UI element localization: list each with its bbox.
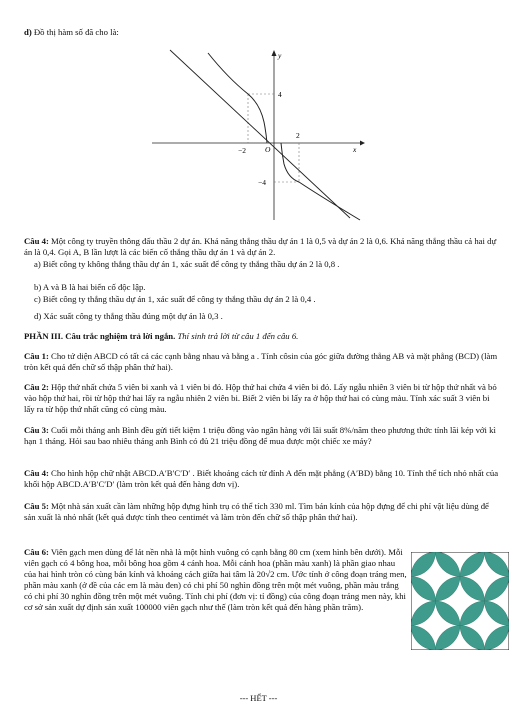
c3 (24, 425, 501, 447)
c5 (24, 501, 501, 523)
x-tick-2: 2 (296, 131, 300, 140)
function-graph (150, 48, 370, 223)
c2-label: Câu 2: (24, 382, 49, 392)
x-tick-neg2: −2 (238, 146, 246, 155)
c5-label: Câu 5: (24, 501, 49, 511)
c6-label: Câu 6: (24, 547, 49, 557)
c4-label: Câu 4: (24, 468, 49, 478)
c1-label: Câu 1: (24, 351, 49, 361)
c6 (24, 547, 407, 613)
q4-stem (24, 236, 501, 258)
q3d-label: d) (24, 27, 32, 37)
part3-heading (24, 331, 501, 342)
c2 (24, 382, 501, 415)
c2-text: Hộp thứ nhất chứa 5 viên bi xanh và 1 viên bi đỏ. Hộp thứ hai chứa 4 viên bi đỏ. Lấy ngẫu nhiên 3 viên bi từ hộp thứ nhất và bỏ vào hộp thứ hai, rồi từ hộp thứ hai lấy ra ngẫu nhiên 2 viên bi. Biết 2 viên bi lấy ra ở hộp thứ hai có cùng màu. Tính xác suất 3 viên bi lấy ra từ hộp thứ nhất cũng có cùng màu. (24, 382, 497, 414)
c6-text: Viên gạch men dùng để lát nền nhà là một hình vuông có cạnh bằng 80 cm (xem hình bên dưới). Mỗi viên gạch có 4 bông hoa, mỗi bông hoa gồm 4 cánh hoa. Mỗi cánh hoa (phần màu xanh) là phần giao nhau của hai hình tròn có cùng bán kính và khoảng cách giữa hai tâm là 20√2 cm. Ước tính ở công đoạn tráng men, phần màu xanh (ở đề của các em là màu đen) có chi phí 50 nghìn đồng trên một mét vuông, phần màu trắng có chi phí 30 nghìn đồng trên một mét vuông. Tính chi phí (đơn vị: tỉ đồng) của công đoạn tráng men này, khi cơ sở sản xuất dự định sản xuất 100000 viên gạch như thế (làm tròn kết quả đến hàng phần trăm). (24, 547, 407, 612)
page-footer: --- HẾT --- (239, 693, 278, 703)
c3-text: Cuối mỗi tháng anh Bình đều gửi tiết kiệm 1 triệu đồng vào ngân hàng với lãi suất 8%/năm theo phương thức tính lãi kép với kì hạn 1 tháng. Hỏi sau bao nhiêu tháng anh Bình có đủ 21 triệu đồng để mua được một chiếc xe máy? (24, 425, 496, 446)
c3-label: Câu 3: (24, 425, 49, 435)
q3d-line (24, 27, 501, 38)
q4-label: Câu 4: (24, 236, 49, 246)
q4-b: b) A và B là hai biến cố độc lập. (34, 282, 146, 292)
q4-d: d) Xác suất công ty thắng thầu đúng một dự án là 0,3 . (34, 311, 223, 321)
y-tick-neg4: −4 (258, 178, 266, 187)
part3-note: Thí sinh trả lời từ câu 1 đến câu 6. (175, 331, 299, 341)
tile-pattern-figure (411, 552, 509, 650)
c4 (24, 468, 501, 490)
c5-text: Một nhà sản xuất cần làm những hộp đựng hình trụ có thể tích 330 ml. Tìm bán kính của hộp đựng để chi phí vật liệu dùng để sản xuất là nhỏ nhất (kết quả được tính theo centimét và làm tròn đến chữ số thập phân thứ hai). (24, 501, 489, 522)
q4-text: Một công ty truyền thông đấu thầu 2 dự án. Khả năng thắng thầu dự án 1 là 0,5 và dự án 2 là 0,6. Khả năng thắng thầu cả hai dự án là 0,4. Gọi A, B lần lượt là các biến cố thắng thầu dự án 1 và dự án 2. (24, 236, 497, 257)
q3d-text: Đồ thị hàm số đã cho là: (31, 27, 119, 37)
origin-label: O (265, 145, 271, 154)
c1 (24, 351, 501, 373)
q4-a: a) Biết công ty không thắng thầu dự án 1, xác suất để công ty thắng thầu dự án 2 là 0,8 . (34, 259, 340, 269)
q4-c: c) Biết công ty thắng thầu dự án 1, xác suất để công ty thắng thầu dự án 2 là 0,4 . (34, 294, 316, 304)
c1-text: Cho tứ diện ABCD có tất cả các cạnh bằng nhau và bằng a . Tính côsin của góc giữa đường thẳng AB và mặt phẳng (BCD) (làm tròn kết quả đến chữ số thập phân thứ hai). (24, 351, 498, 372)
y-tick-4: 4 (278, 90, 282, 99)
y-axis-label: y (278, 51, 282, 60)
part3-title: PHẦN III. Câu trắc nghiệm trả lời ngắn. (24, 331, 176, 341)
x-axis-label: x (353, 145, 357, 154)
c4-text: Cho hình hộp chữ nhật ABCD.A′B′C′D′ . Biết khoảng cách từ đỉnh A đến mặt phẳng (A′BD) bằng 10. Tính thể tích nhỏ nhất của khối hộp ABCD.A′B′C′D′ (làm tròn kết quả đến hàng đơn vị). (24, 468, 499, 489)
